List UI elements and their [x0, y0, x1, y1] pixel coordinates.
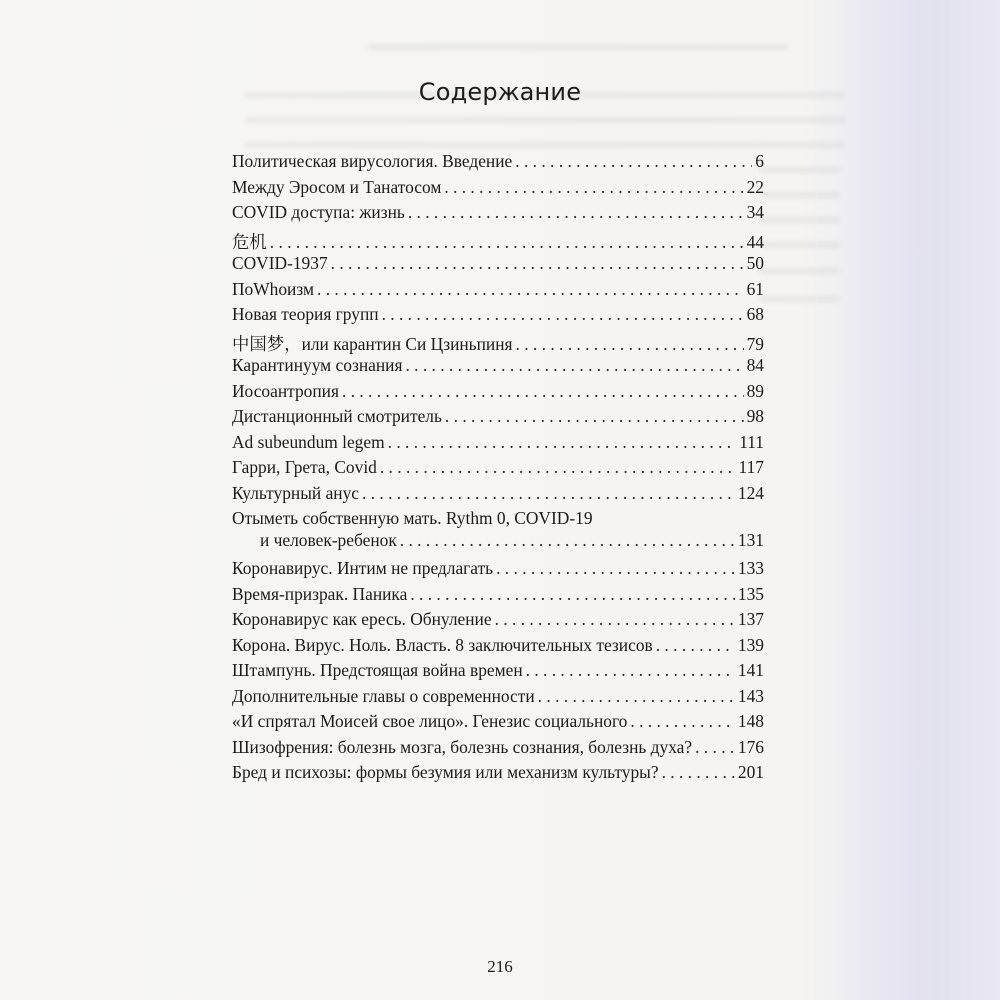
toc-entry[interactable]: [232, 483, 764, 509]
toc-entry-page: 139: [737, 634, 764, 655]
toc-entry-title: «И спрятал Моисей свое лицо». Генезис социального: [232, 711, 628, 731]
toc-leader-dots: [388, 432, 737, 453]
toc-entry-title: Шизофрения: болезнь мозга, болезнь сознания, болезнь духа?: [232, 736, 693, 757]
toc-entry-title: Политическая вирусология. Введение: [232, 151, 513, 171]
toc-leader-dots: [362, 483, 735, 504]
toc-entry-page: 68: [746, 304, 764, 324]
toc-leader-dots: [538, 686, 735, 707]
toc-entry-page: 84: [746, 355, 764, 375]
toc-entry[interactable]: [232, 609, 764, 635]
toc-entry-page: 6: [755, 151, 764, 171]
toc-leader-dots: [656, 635, 735, 656]
toc-entry[interactable]: [232, 228, 764, 254]
show-through-line: [245, 142, 845, 148]
toc-entry-title: ПоWhoизм: [232, 278, 314, 299]
toc-entry-title: Коронавирус. Интим не предлагать: [232, 558, 494, 578]
toc-entry[interactable]: [232, 355, 764, 381]
toc-entry-title-continuation: и человек-ребенок: [260, 530, 397, 550]
toc-entry-page: 143: [737, 685, 764, 706]
toc-entry-title: Бред и психозы: формы безумия или механизм культуры?: [232, 762, 659, 782]
toc-leader-dots: [496, 558, 735, 579]
toc-entry-title: Между Эросом и Танатосом: [232, 176, 442, 197]
show-through-line: [760, 167, 840, 173]
toc-entry-title: Иосоантропия: [232, 380, 339, 401]
toc-entry-title: Новая теория групп: [232, 304, 379, 324]
toc-leader-dots: [630, 711, 735, 732]
toc-entry[interactable]: [232, 584, 764, 610]
toc-leader-dots: [445, 406, 744, 427]
toc-entry-title: Карантинуум сознания: [232, 355, 403, 375]
toc-entry-page: 141: [737, 660, 764, 680]
show-through-line: [760, 268, 840, 274]
toc-entry-page: 61: [746, 278, 764, 299]
table-of-contents: [232, 151, 764, 788]
toc-entry[interactable]: [232, 381, 764, 407]
toc-entry-title: 中国梦，или карантин Си Цзиньпиня: [232, 333, 513, 354]
toc-leader-dots: [400, 530, 735, 551]
toc-entry-title: Отыметь собственную мать. Rythm 0, COVID-19: [232, 508, 593, 528]
toc-leader-dots: [380, 457, 736, 478]
toc-entry[interactable]: [232, 202, 764, 228]
toc-entry-page: 131: [737, 530, 764, 550]
toc-leader-dots: [526, 660, 735, 681]
toc-entry[interactable]: [232, 558, 764, 584]
toc-entry-title: Дистанционный смотритель: [232, 406, 442, 426]
toc-entry-title: Коронавирус как ересь. Обнуление: [232, 609, 492, 629]
toc-leader-dots: [662, 762, 735, 783]
toc-entry-title: Корона. Вирус. Ноль. Власть. 8 заключительных тезисов: [232, 634, 653, 655]
toc-leader-dots: [515, 151, 752, 172]
toc-leader-dots: [331, 253, 744, 274]
toc-entry-page: 44: [746, 231, 764, 252]
toc-entry-page: 111: [739, 431, 764, 452]
toc-leader-dots: [695, 737, 735, 758]
toc-entry[interactable]: [232, 635, 764, 661]
toc-entry-title: 危机: [232, 231, 267, 252]
toc-entry[interactable]: [232, 432, 764, 458]
toc-leader-dots: [408, 202, 744, 223]
toc-entry[interactable]: [232, 330, 764, 356]
toc-entry[interactable]: [232, 304, 764, 330]
show-through-line: [760, 217, 840, 223]
toc-entry-page: 117: [738, 457, 764, 477]
toc-leader-dots: [410, 584, 735, 605]
toc-entry[interactable]: [232, 253, 764, 279]
toc-entry-title: Время-призрак. Паника: [232, 583, 408, 604]
toc-leader-dots: [444, 177, 743, 198]
toc-entry-page: 176: [737, 736, 764, 757]
show-through-line: [760, 296, 840, 302]
toc-entry[interactable]: [232, 711, 764, 737]
toc-entry-page: 135: [737, 583, 764, 604]
toc-leader-dots: [342, 381, 744, 402]
toc-entry[interactable]: [232, 686, 764, 712]
toc-entry-page: 22: [746, 176, 764, 197]
page-edge-shadow: [835, 0, 1000, 1000]
page-number: 216: [487, 957, 513, 976]
toc-entry-page: 79: [746, 333, 764, 354]
toc-leader-dots: [405, 355, 743, 376]
toc-entry[interactable]: [232, 279, 764, 305]
toc-entry-title: Ad subeundum legem: [232, 431, 385, 452]
toc-entry[interactable]: [232, 151, 764, 177]
toc-entry-title: COVID доступа: жизнь: [232, 202, 405, 222]
toc-entry-page: 98: [746, 406, 764, 426]
toc-entry-continuation[interactable]: [232, 530, 764, 558]
toc-entry-title: COVID-1937: [232, 253, 328, 273]
toc-entry-page: 137: [737, 609, 764, 629]
toc-leader-dots: [382, 304, 744, 325]
toc-entry[interactable]: [232, 508, 764, 530]
toc-entry[interactable]: [232, 457, 764, 483]
toc-entry[interactable]: [232, 762, 764, 788]
toc-entry-title: Дополнительные главы о современности: [232, 685, 535, 706]
toc-leader-dots: [495, 609, 735, 630]
toc-entry-page: 201: [737, 762, 764, 782]
toc-entry-title: Штампунь. Предстоящая война времен: [232, 660, 523, 680]
toc-entry-page: 34: [746, 202, 764, 222]
toc-entry-page: 89: [746, 380, 764, 401]
show-through-line: [245, 117, 845, 123]
show-through-line: [760, 242, 840, 248]
show-through-line: [760, 192, 840, 198]
page-title: Содержание: [418, 78, 582, 106]
toc-entry-page: 124: [737, 482, 764, 503]
toc-entry[interactable]: [232, 406, 764, 432]
toc-leader-dots: [516, 334, 744, 355]
toc-entry-title: Культурный анус: [232, 482, 360, 503]
show-through-line: [368, 44, 788, 50]
toc-entry-page: 133: [737, 558, 764, 578]
toc-entry-page: 148: [737, 711, 764, 731]
toc-entry-page: 50: [746, 253, 764, 273]
toc-entry[interactable]: [232, 177, 764, 203]
toc-leader-dots: [317, 279, 744, 300]
toc-entry[interactable]: [232, 737, 764, 763]
toc-entry-title: Гарри, Грета, Covid: [232, 457, 377, 477]
toc-leader-dots: [270, 232, 744, 253]
toc-entry[interactable]: [232, 660, 764, 686]
